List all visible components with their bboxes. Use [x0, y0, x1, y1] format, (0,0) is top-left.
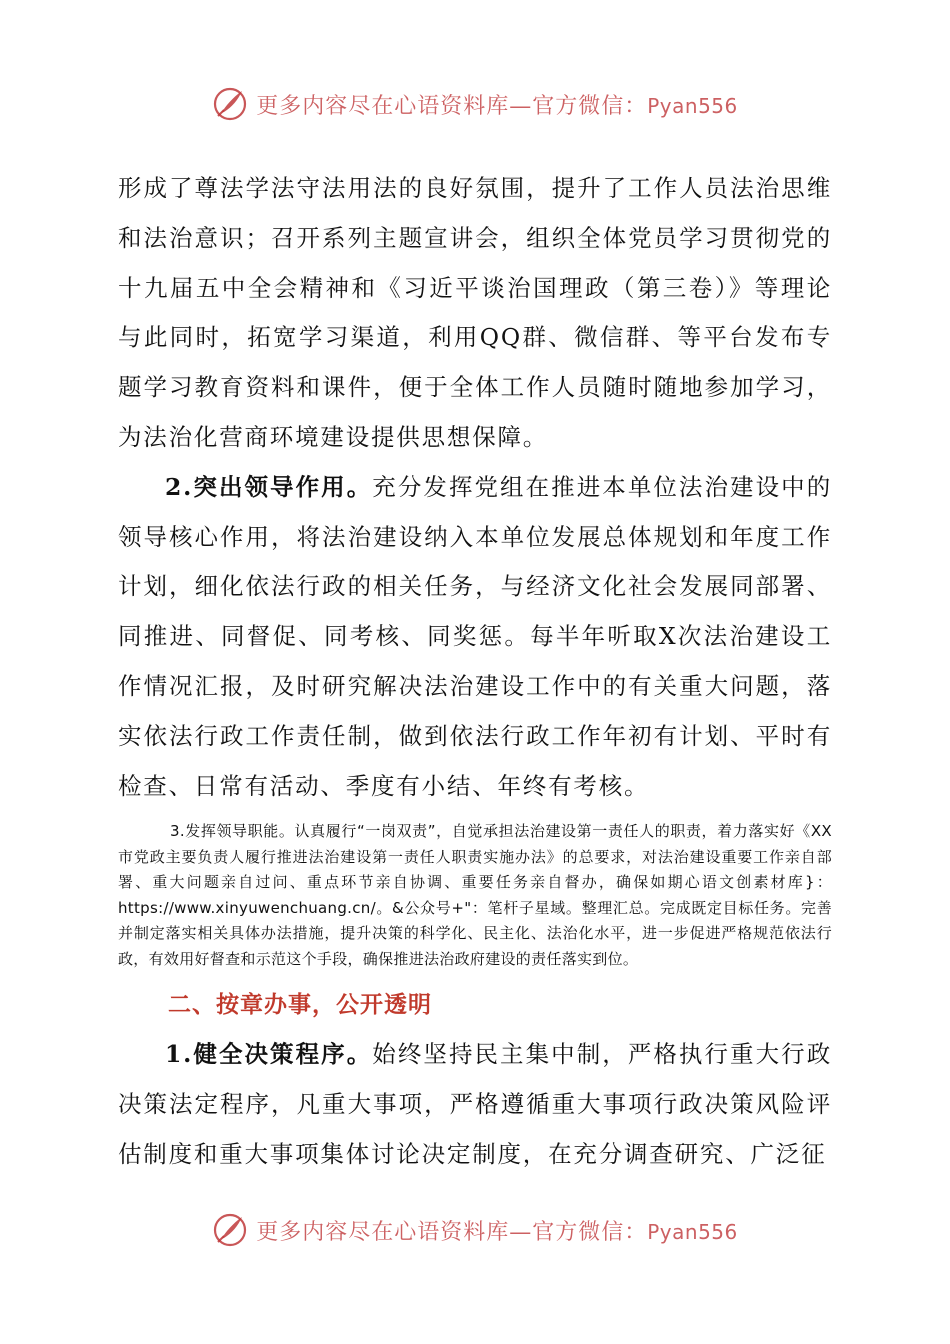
item2-title: 2.突出领导作用。	[165, 472, 373, 501]
watermark-text: 更多内容尽在心语资料库—官方微信：Pyan556	[256, 93, 738, 119]
item2-body: 充分发挥党组在推进本单位法治建设中的领导核心作用，将法治建设纳入本单位发展总体规划和年度工作计划，细化依法行政的相关任务，与经济文化社会发展同部署、同推进、同督促、同考核、同奖惩。每半年听取X次法治建设工作情况汇报，及时研究解决法治建设工作中的有关重大问题，落实依法行政工作责任制，做到依法行政工作年初有计划、平时有检查、日常有活动、季度有小结、年终有考核。	[118, 472, 833, 800]
watermark-bottom	[0, 1208, 950, 1252]
paragraph-learning: 形成了尊法学法守法用法的良好氛围，提升了工作人员法治思维和法治意识；召开系列主题宣讲会，组织全体党员学习贯彻党的十九届五中全会精神和《习近平谈治国理政（第三卷）》等理论与此同时，拓宽学习渠道，利用QQ群、微信群、等平台发布专题学习教育资料和课件，便于全体工作人员随时随地参加学习，为法治化营商环境建设提供思想保障。	[118, 174, 832, 451]
paragraph-leadership-role	[118, 463, 832, 812]
document-body	[118, 164, 832, 1180]
quill-logo-icon	[212, 1212, 248, 1248]
quill-logo-icon	[212, 86, 248, 122]
item1-title: 1.健全决策程序。	[165, 1040, 373, 1069]
paragraph-decision-procedure	[118, 1030, 832, 1179]
watermark-text: 更多内容尽在心语资料库—官方微信：Pyan556	[256, 1219, 738, 1245]
section-heading: 二、按章办事，公开透明	[168, 992, 432, 1019]
watermark-top	[0, 82, 950, 126]
paragraph-leadership-function: 3.发挥领导职能。认真履行“一岗双责”，自觉承担法治建设第一责任人的职责，着力落实好《XX市党政主要负责人履行推进法治建设第一责任人职责实施办法》的总要求，对法治建设重要工作亲自部署、重大问题亲自过问、重点环节亲自协调、重要任务亲自督办，确保如期心语文创素材库}：https://www.xinyuwenchuang.cn/。&公众号+"：笔杆子星域。整理汇总。完成既定目标任务。完善并制定落实相关具体办法措施，提升决策的科学化、民主化、法治化水平，进一步促进严格规范依法行政，有效用好督查和示范这个手段，确保推进法治政府建设的责任落实到位。	[118, 822, 832, 968]
item1-body: 始终坚持民主集中制，严格执行重大行政决策法定程序，凡重大事项，严格遵循重大事项行政决策风险评估制度和重大事项集体讨论决定制度，在充分调查研究、广泛征	[118, 1040, 833, 1168]
